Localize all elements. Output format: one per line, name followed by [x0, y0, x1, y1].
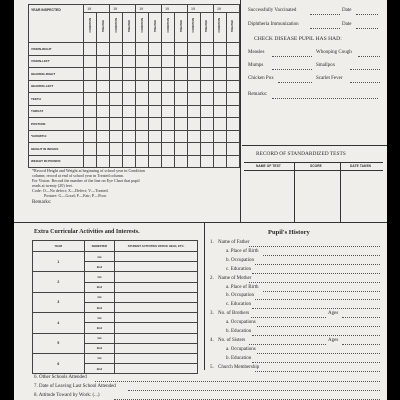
history-field-line[interactable] [249, 246, 380, 247]
history-ages-line[interactable] [342, 317, 380, 318]
health-cell[interactable] [188, 93, 201, 106]
health-cell[interactable] [226, 155, 239, 168]
history-field-line[interactable] [255, 299, 380, 300]
health-note: Code: O—No defect; X—Defect; V—Treated. [32, 188, 109, 193]
table-row [33, 292, 198, 302]
health-cell[interactable] [110, 143, 123, 156]
health-cell[interactable] [123, 118, 136, 131]
health-cell[interactable] [213, 118, 226, 131]
extra-activity-cell[interactable] [115, 313, 198, 323]
extra-activity-cell[interactable] [115, 292, 198, 302]
health-cell[interactable] [200, 130, 213, 143]
health-cell[interactable] [213, 80, 226, 93]
health-note: reads at twenty (20) feet. [32, 183, 73, 188]
health-cell[interactable] [84, 80, 97, 93]
year-slot[interactable]: 19 [213, 5, 239, 13]
extra-year: 5 [33, 333, 85, 353]
table-row [29, 80, 240, 93]
history-field-line[interactable] [257, 326, 380, 327]
table-row [29, 130, 240, 143]
extra-activity-cell[interactable] [115, 282, 198, 292]
table-row [33, 333, 198, 343]
health-cell[interactable] [110, 155, 123, 168]
health-cell[interactable] [175, 105, 188, 118]
table-row [29, 93, 240, 106]
health-cell[interactable] [188, 130, 201, 143]
disease-check-line[interactable] [358, 56, 380, 57]
disease-remarks: Remarks: [248, 92, 268, 97]
health-cell[interactable] [149, 68, 162, 81]
health-cell[interactable] [162, 93, 175, 106]
history-title: Pupil's History [268, 229, 310, 236]
extra-header: SEMESTER [84, 241, 115, 252]
health-cell[interactable] [162, 68, 175, 81]
table-row [29, 143, 240, 156]
health-cell[interactable] [213, 105, 226, 118]
history-field-line[interactable] [252, 362, 380, 363]
health-cell[interactable] [188, 155, 201, 168]
history-number: 2. [210, 275, 214, 281]
condition-header: CONDITION [218, 17, 222, 33]
extra-activity-cell[interactable] [115, 353, 198, 363]
year-slot[interactable]: 19 [162, 5, 188, 13]
health-cell[interactable] [136, 80, 149, 93]
extra-year: 1 [33, 252, 85, 272]
health-cell[interactable] [175, 118, 188, 131]
health-cell[interactable] [149, 105, 162, 118]
health-cell[interactable] [136, 55, 149, 68]
health-cell[interactable] [162, 118, 175, 131]
diphtheria-date-label: Date [342, 22, 352, 27]
disease-label: Whooping Cough [316, 50, 352, 55]
extra-semester: 2nd [84, 323, 115, 333]
extra-activity-cell[interactable] [115, 302, 198, 312]
extra-year: 3 [33, 292, 85, 312]
tests-top-rule [242, 145, 387, 146]
health-note: column; record at end of school year in Treated column. [32, 173, 124, 178]
table-row [29, 105, 240, 118]
health-cell[interactable] [123, 105, 136, 118]
extra-header: STUDENT ACTIVITIES OFFICE HELD, ETC. [115, 241, 198, 252]
health-cell[interactable] [175, 43, 188, 56]
history-bottom-label: 7. Date of Leaving Last School Attended [34, 384, 116, 389]
history-field-line[interactable] [252, 335, 380, 336]
extra-semester: 1st [84, 252, 115, 262]
disease-check-line[interactable] [350, 82, 380, 83]
disease-check-line[interactable] [350, 69, 380, 70]
health-cell[interactable] [200, 68, 213, 81]
health-row-label: WEIGHT IN POUNDS [29, 155, 84, 168]
year-slot[interactable]: 19 [136, 5, 162, 13]
history-ages-line[interactable] [342, 344, 380, 345]
health-cell[interactable] [188, 55, 201, 68]
history-label: b. Occupation [226, 293, 255, 299]
history-label: b. Occupation [226, 257, 255, 263]
history-bottom-label: 8. Attitude Toward by Work: (...) [34, 393, 100, 398]
health-cell[interactable] [226, 130, 239, 143]
table-row [33, 272, 198, 282]
history-label: c. Education [226, 266, 251, 272]
extra-semester: 1st [84, 272, 115, 282]
extra-semester: 1st [84, 313, 115, 323]
health-cell[interactable] [213, 55, 226, 68]
health-cell[interactable] [175, 130, 188, 143]
health-cell[interactable] [136, 105, 149, 118]
health-cell[interactable] [136, 68, 149, 81]
health-cell[interactable] [162, 155, 175, 168]
health-row-label: VISION-LEFT [29, 55, 84, 68]
diphtheria-date-line[interactable] [356, 28, 378, 29]
history-field-line[interactable] [251, 317, 326, 318]
health-cell[interactable] [84, 155, 97, 168]
extra-activity-cell[interactable] [115, 364, 198, 374]
extra-activity-cell[interactable] [115, 333, 198, 343]
history-number: 3. [210, 311, 214, 317]
health-cell[interactable] [175, 143, 188, 156]
treated-header: TREATED [101, 19, 105, 32]
health-cell[interactable] [84, 143, 97, 156]
health-cell[interactable] [110, 43, 123, 56]
extra-activity-cell[interactable] [115, 343, 198, 353]
health-cell[interactable] [136, 93, 149, 106]
treated-header: TREATED [231, 19, 235, 32]
health-cell[interactable] [175, 68, 188, 81]
health-cell[interactable] [110, 55, 123, 68]
extra-activity-cell[interactable] [115, 272, 198, 282]
health-cell[interactable] [226, 80, 239, 93]
treated-header: TREATED [205, 19, 209, 32]
tests-table [244, 162, 383, 222]
history-label: a. Place of Birth [226, 284, 259, 290]
health-cell[interactable] [200, 143, 213, 156]
disease-check-line[interactable] [278, 82, 312, 83]
history-field-line[interactable] [249, 344, 326, 345]
health-grid [28, 4, 240, 164]
health-cell[interactable] [123, 93, 136, 106]
health-cell[interactable] [175, 80, 188, 93]
health-cell[interactable] [110, 93, 123, 106]
history-field-line[interactable] [255, 264, 380, 265]
condition-header: CONDITION [166, 17, 170, 33]
health-cell[interactable] [123, 130, 136, 143]
health-cell[interactable] [123, 55, 136, 68]
condition-header: CONDITION [114, 17, 118, 33]
health-cell[interactable] [136, 43, 149, 56]
extra-activity-cell[interactable] [115, 252, 198, 262]
history-number: 5. [210, 364, 214, 370]
extra-header: YEAR [33, 241, 85, 252]
health-cell[interactable] [188, 68, 201, 81]
history-label: Church Membership [218, 364, 260, 370]
divider-horizontal-middle [14, 222, 387, 223]
health-cell[interactable] [110, 130, 123, 143]
history-field-line[interactable] [252, 308, 380, 309]
health-cell[interactable] [188, 105, 201, 118]
vaccinated-line[interactable] [310, 14, 340, 15]
health-cell[interactable] [97, 93, 110, 106]
health-cell[interactable] [162, 55, 175, 68]
health-cell[interactable] [84, 68, 97, 81]
health-cell[interactable] [136, 130, 149, 143]
health-cell[interactable] [162, 80, 175, 93]
health-cell[interactable] [162, 43, 175, 56]
extra-semester: 2nd [84, 302, 115, 312]
treated-header: TREATED [127, 19, 131, 32]
history-label: a. Occupations [226, 346, 256, 352]
health-cell[interactable] [200, 105, 213, 118]
extra-semester: 2nd [84, 282, 115, 292]
table-row [29, 68, 240, 81]
health-row-label: TEETH [29, 93, 84, 106]
health-cell[interactable] [84, 118, 97, 131]
table-row [33, 313, 198, 323]
health-cell[interactable] [84, 93, 97, 106]
health-cell[interactable] [175, 55, 188, 68]
health-cell[interactable] [188, 118, 201, 131]
health-cell[interactable] [200, 55, 213, 68]
history-field-line[interactable] [255, 371, 380, 372]
history-field-line[interactable] [249, 282, 380, 283]
tests-header-date: DATE TAKEN [350, 164, 372, 168]
health-cell[interactable] [97, 68, 110, 81]
health-cell[interactable] [149, 130, 162, 143]
tests-header-score: SCORE [310, 164, 322, 168]
health-cell[interactable] [213, 68, 226, 81]
history-label: c. Education [226, 302, 251, 308]
health-cell[interactable] [200, 118, 213, 131]
disease-label: Chicken Pox [248, 76, 274, 81]
health-cell[interactable] [149, 155, 162, 168]
history-field-line[interactable] [263, 291, 380, 292]
history-field-line[interactable] [263, 255, 380, 256]
health-row-label: VISION-RIGHT [29, 43, 84, 56]
condition-header: CONDITION [88, 17, 92, 33]
extra-semester: 1st [84, 353, 115, 363]
history-label: Name of Mother [218, 275, 252, 281]
health-cell[interactable] [200, 43, 213, 56]
disease-title: CHECK DISEASE PUPIL HAS HAD: [254, 36, 342, 42]
condition-header: CONDITION [140, 17, 144, 33]
health-cell[interactable] [97, 155, 110, 168]
history-bottom-label: 6. Other Schools Attended [34, 375, 87, 380]
history-ages-label: Ages [328, 311, 339, 317]
health-cell[interactable] [200, 93, 213, 106]
year-slot[interactable]: 19 [188, 5, 214, 13]
health-cell[interactable] [162, 130, 175, 143]
extra-semester: 1st [84, 292, 115, 302]
table-row [29, 55, 240, 68]
health-cell[interactable] [136, 143, 149, 156]
treated-header: TREATED [179, 19, 183, 32]
health-cell[interactable] [213, 155, 226, 168]
record-card [14, 0, 387, 400]
health-cell[interactable] [162, 143, 175, 156]
health-row-label: HEIGHT IN INCHES [29, 143, 84, 156]
health-cell[interactable] [188, 143, 201, 156]
health-cell[interactable] [213, 143, 226, 156]
health-cell[interactable] [149, 55, 162, 68]
health-row-label: *GROWTH: [29, 130, 84, 143]
health-cell[interactable] [123, 68, 136, 81]
health-cell[interactable] [188, 43, 201, 56]
diphtheria-label: Diphtheria Immunization [248, 22, 299, 27]
vaccinated-label: Successfully Vaccinated [248, 8, 297, 13]
diphtheria-line[interactable] [310, 28, 340, 29]
extra-year: 6 [33, 353, 85, 373]
health-row-label: HEARING-LEFT [29, 80, 84, 93]
health-cell[interactable] [123, 143, 136, 156]
health-cell[interactable] [188, 80, 201, 93]
history-number: 4. [210, 337, 214, 343]
health-cell[interactable] [97, 130, 110, 143]
disease-check-line[interactable] [272, 56, 312, 57]
history-bottom-line[interactable] [128, 390, 380, 391]
health-cell[interactable] [84, 43, 97, 56]
health-cell[interactable] [200, 155, 213, 168]
health-inspection-table [28, 4, 240, 168]
health-row-label: POSTURE [29, 118, 84, 131]
extra-title: Extra Curricular Activities and Interests. [34, 229, 140, 235]
treated-header: TREATED [153, 19, 157, 32]
health-cell[interactable] [226, 93, 239, 106]
vaccinated-date-line[interactable] [356, 14, 378, 15]
disease-label: Smallpox [316, 63, 336, 68]
history-number: 1. [210, 240, 214, 245]
health-cell[interactable] [84, 55, 97, 68]
extra-table [32, 240, 198, 370]
health-cell[interactable] [175, 93, 188, 106]
history-label: a. Place of Birth [226, 248, 259, 254]
extra-curricular-table [32, 240, 198, 374]
history-bottom-line[interactable] [95, 381, 380, 382]
health-cell[interactable] [226, 143, 239, 156]
health-cell[interactable] [226, 105, 239, 118]
health-cell[interactable] [97, 80, 110, 93]
history-label: b. Education [226, 355, 252, 361]
health-cell[interactable] [149, 80, 162, 93]
health-cell[interactable] [97, 55, 110, 68]
history-label: No. of Brothers [218, 311, 250, 317]
health-cell[interactable] [84, 130, 97, 143]
health-cell[interactable] [110, 118, 123, 131]
condition-header: CONDITION [192, 17, 196, 33]
health-cell[interactable] [226, 118, 239, 131]
health-cell[interactable] [200, 80, 213, 93]
tests-header-name: NAME OF TEST [256, 164, 281, 168]
health-cell[interactable] [97, 43, 110, 56]
health-cell[interactable] [136, 118, 149, 131]
health-cell[interactable] [149, 43, 162, 56]
health-note: For Vision: Record the number of the line on Eye Chart that pupil [32, 178, 140, 183]
health-note: Posture: G—Good; F—Fair; P—Poor. [44, 193, 107, 198]
disease-check-line[interactable] [272, 69, 312, 70]
table-row [33, 353, 198, 363]
history-label: Name of Father [218, 240, 250, 245]
table-row [29, 118, 240, 131]
health-cell[interactable] [175, 155, 188, 168]
health-cell[interactable] [97, 105, 110, 118]
health-cell[interactable] [97, 143, 110, 156]
health-cell[interactable] [213, 43, 226, 56]
health-cell[interactable] [110, 105, 123, 118]
health-note: *Record Height and Weight at beginning of school year in Condition [32, 168, 145, 173]
extra-semester: 1st [84, 333, 115, 343]
year-slot[interactable]: 19 [110, 5, 136, 13]
extra-semester: 2nd [84, 364, 115, 374]
health-cell[interactable] [97, 118, 110, 131]
history-label: b. Education [226, 329, 252, 334]
year-slot[interactable]: 19 [84, 5, 110, 13]
health-cell[interactable] [149, 118, 162, 131]
health-cell[interactable] [213, 130, 226, 143]
health-cell[interactable] [226, 43, 239, 56]
history-field-line[interactable] [257, 353, 380, 354]
extra-semester: 2nd [84, 262, 115, 272]
health-row-label: THROAT [29, 105, 84, 118]
extra-activity-cell[interactable] [115, 323, 198, 333]
extra-year: 2 [33, 272, 85, 292]
extra-semester: 2nd [84, 343, 115, 353]
history-field-line[interactable] [252, 273, 380, 274]
health-remarks: Remarks: [32, 200, 52, 205]
divider-vertical-top [240, 0, 241, 222]
health-cell[interactable] [110, 80, 123, 93]
disease-label: Scarlet Fever [316, 76, 343, 81]
history-label: No. of Sisters [218, 337, 246, 343]
table-row [33, 252, 198, 262]
health-row-label: HEARING-RIGHT [29, 68, 84, 81]
health-cell[interactable] [226, 55, 239, 68]
health-cell[interactable] [123, 43, 136, 56]
health-cell[interactable] [84, 105, 97, 118]
health-notes [32, 168, 238, 205]
table-row [29, 43, 240, 56]
health-cell[interactable] [136, 155, 149, 168]
health-cell[interactable] [213, 93, 226, 106]
vaccinated-date-label: Date [342, 8, 352, 13]
health-cell[interactable] [162, 105, 175, 118]
table-row [29, 155, 240, 168]
extra-activity-cell[interactable] [115, 262, 198, 272]
health-cell[interactable] [149, 93, 162, 106]
history-label: a. Occupations [226, 320, 256, 326]
divider-vertical-bottom [204, 222, 205, 370]
disease-label: Mumps [248, 63, 264, 68]
health-cell[interactable] [149, 143, 162, 156]
health-cell[interactable] [110, 68, 123, 81]
tests-title: RECORD OF STANDARDIZED TESTS [256, 151, 346, 157]
disease-label: Measles [248, 50, 265, 55]
extra-year: 4 [33, 313, 85, 333]
disease-remarks-line[interactable] [272, 98, 378, 99]
health-cell[interactable] [226, 68, 239, 81]
health-cell[interactable] [123, 155, 136, 168]
health-cell[interactable] [123, 80, 136, 93]
year-inspected-label: YEAR INSPECTED [29, 5, 84, 43]
history-ages-label: Ages [328, 337, 339, 343]
